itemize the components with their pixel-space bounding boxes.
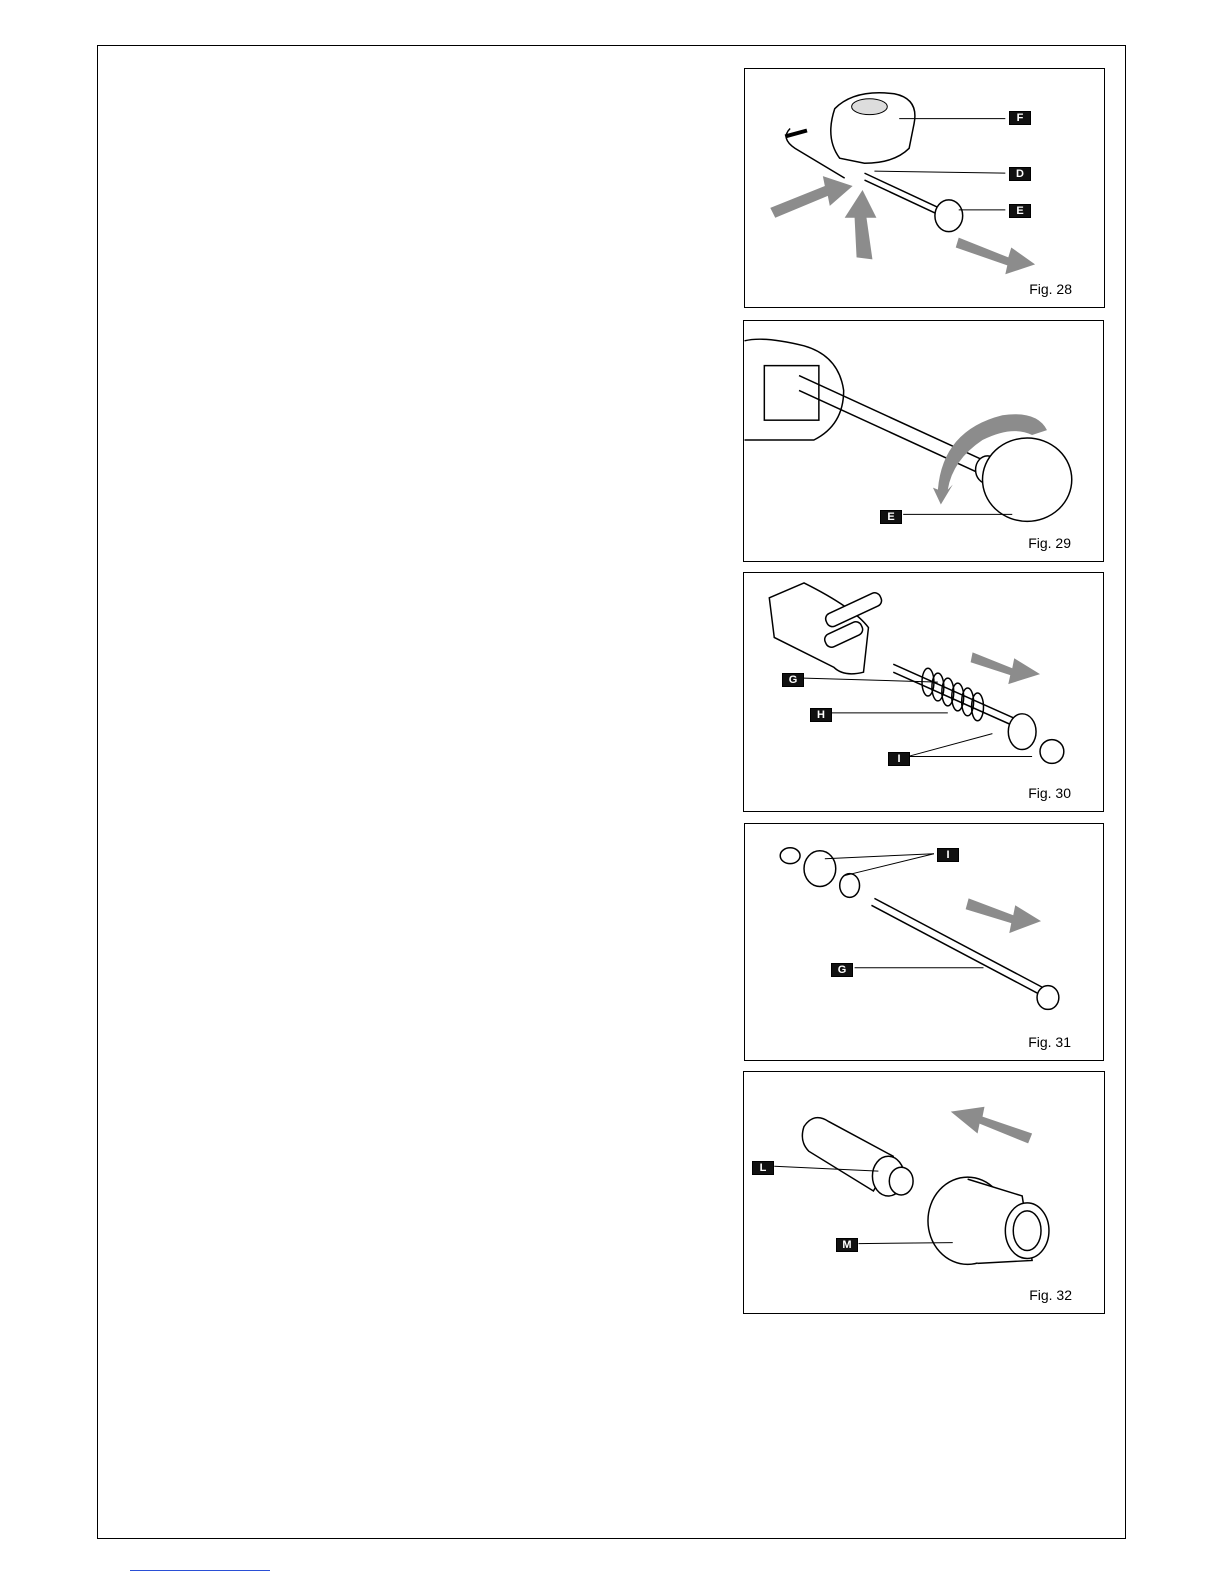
label-g: G (782, 673, 804, 687)
figure-32-drawing (744, 1072, 1104, 1313)
figure-29-drawing (744, 321, 1103, 561)
figure-29 (743, 320, 1104, 562)
figure-29-caption: Fig. 29 (1028, 535, 1071, 551)
figure-31-caption: Fig. 31 (1028, 1034, 1071, 1050)
footer-link-underline[interactable] (130, 1570, 270, 1571)
figure-28-drawing (745, 69, 1104, 307)
label-i: I (888, 752, 910, 766)
label-g: G (831, 963, 853, 977)
figure-30-caption: Fig. 30 (1028, 785, 1071, 801)
figure-32-caption: Fig. 32 (1029, 1287, 1072, 1303)
label-d: D (1009, 167, 1031, 181)
figure-28 (744, 68, 1105, 308)
figure-31-drawing (745, 824, 1103, 1060)
label-f: F (1009, 111, 1031, 125)
label-e: E (880, 510, 902, 524)
figure-28-caption: Fig. 28 (1029, 281, 1072, 297)
label-h: H (810, 708, 832, 722)
label-m: M (836, 1238, 858, 1252)
label-e: E (1009, 204, 1031, 218)
label-l: L (752, 1161, 774, 1175)
figure-32 (743, 1071, 1105, 1314)
label-i: I (937, 848, 959, 862)
figure-31 (744, 823, 1104, 1061)
figure-30-drawing (744, 573, 1103, 811)
figure-30 (743, 572, 1104, 812)
